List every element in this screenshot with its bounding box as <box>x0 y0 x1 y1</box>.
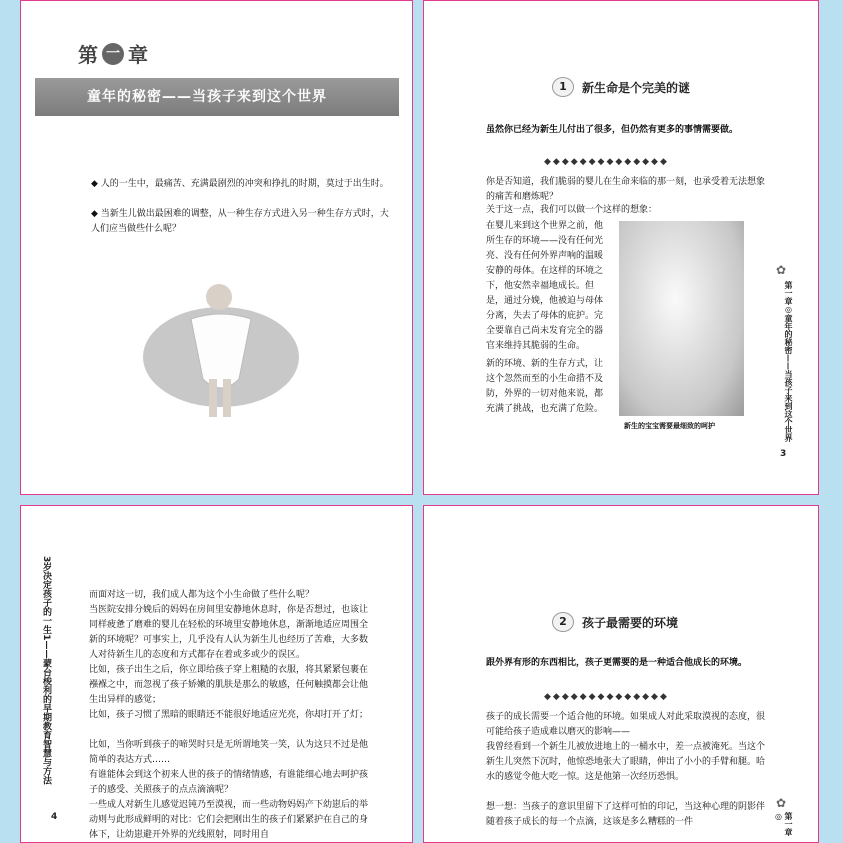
chapter-suffix: 章 <box>128 43 148 67</box>
section-number: 1 <box>552 77 574 97</box>
paragraph: 我曾经看到一个新生儿被放进地上的一桶水中，差一点被淹死。当这个新生儿突然下沉时，他惊恐地张大了眼睛，伸出了小小的手臂和腿。哈水的感觉令他大吃一惊。这是他第一次经历恐惧。 <box>486 742 766 782</box>
section-number: 2 <box>552 612 574 632</box>
page-number: 3 <box>780 449 787 459</box>
running-header: 第一章◎童年的秘密——当孩子来到这个世界 <box>784 281 793 442</box>
paragraph: 新的环境、新的生存方式，让这个忽然而至的小生命措不及防，外界的一切对他来说，都充满了挑战，也充满了危险。 <box>486 359 604 414</box>
bullet-1: ◆ 人的一生中，最痛苦、充满最剧烈的冲突和挣扎的时期，莫过于出生时。 <box>91 179 389 189</box>
paragraph: 比如，当你听到孩子的啼哭时只是无所谓地笑一笑，认为这只不过是他简单的表达方式…… <box>89 740 369 765</box>
paragraph: 孩子的成长需要一个适合他的环境。如果成人对此采取漠视的态度，很可能给孩子造成难以磨灭的影响—— <box>486 712 766 737</box>
paragraph: 而面对这一切，我们成人都为这个小生命做了些什么呢？ <box>89 590 315 600</box>
paragraph: 想一想：当孩子的意识里留下了这样可怕的印记，当这种心理的阴影伴随着孩子成长的每一个点滴，这该是多么糟糕的一件 <box>486 802 766 827</box>
paragraph: 关于这一点，我们可以做一个这样的想象： <box>486 205 658 215</box>
chapter-heading <box>78 39 148 68</box>
section-heading-1 <box>552 77 690 97</box>
chapter-title-banner: 童年的秘密——当孩子来到这个世界 <box>35 78 399 116</box>
chapter-prefix: 第 <box>78 43 98 67</box>
book-page-5 <box>423 505 819 843</box>
paragraph: 比如，孩子习惯了黑暗的眼睛还不能很好地适应光亮，你却打开了灯； <box>89 710 369 720</box>
baby-illustration <box>131 279 311 429</box>
divider-stars: ◆◆◆◆◆◆◆◆◆◆◆◆◆◆ <box>544 692 669 702</box>
flower-icon: ✿ <box>776 263 787 277</box>
bullet-2: ◆ 当新生儿做出最困难的调整，从一种生存方式进入另一种生存方式时，大人们应当做些什么呢？ <box>91 209 389 234</box>
section-title: 新生命是个完美的谜 <box>582 80 691 95</box>
section-intro: 跟外界有形的东西相比，孩子更需要的是一种适合他成长的环境。 <box>486 658 748 668</box>
chapter-number: 一 <box>102 43 124 65</box>
section-heading-2 <box>552 612 678 632</box>
page-number: 4 <box>51 812 58 822</box>
paragraph: 在婴儿来到这个世界之前，他所生存的环境——没有任何光亮、没有任何外界声响的温暖安静的母体。在这样的环境之下，他安然幸福地成长。但是，通过分娩，他被迫与母体分离，失去了母体的庇护。完全要靠自己尚未发育完全的器官来维持其脆弱的生命。 <box>486 221 604 351</box>
paragraph: 当医院安排分娩后的妈妈在房间里安静地休息时，你是否想过，也该让同样疲惫了磨难的婴儿在轻松的环境里安静地休息，渐渐地适应周围全新的环境呢？可事实上，几乎没有人认为新生儿也经历了苦难，大多数人对待新生儿的态度和方式都存在着或多或少的误区。 <box>89 605 369 660</box>
book-page-3 <box>423 0 819 495</box>
newborn-photo <box>619 221 744 416</box>
photo-caption: 新生的宝宝需要最细致的呵护 <box>624 422 715 430</box>
running-header: 第一章◎ <box>774 812 793 836</box>
book-page-1 <box>20 0 413 495</box>
divider-stars: ◆◆◆◆◆◆◆◆◆◆◆◆◆◆ <box>544 157 669 167</box>
paragraph: 比如，孩子出生之后，你立即给孩子穿上粗糙的衣服，将其紧紧包裹在襁褓之中，而忽视了孩子娇嫩的肌肤是那么的敏感，任何触摸都会让他生出异样的感觉； <box>89 665 369 705</box>
running-header: 3岁决定孩子的一生1——蒙台梭利的早期教育智慧与方法 <box>41 556 51 785</box>
paragraph: 有谁能体会到这个初来人世的孩子的情绪情感，有谁能细心地去呵护孩子的感受、关照孩子的点点滴滴呢？ <box>89 770 369 795</box>
section-intro: 虽然你已经为新生儿付出了很多，但仍然有更多的事情需要做。 <box>486 125 739 135</box>
book-page-4 <box>20 505 413 843</box>
flower-icon: ✿ <box>776 796 787 810</box>
section-title: 孩子最需要的环境 <box>582 615 679 630</box>
paragraph: 一些成人对新生儿感觉迟钝乃至漠视，而一些动物妈妈产下幼崽后的举动则与此形成鲜明的对比：它们会把刚出生的孩子们紧紧护在自己的身体下，让幼崽避开外界的光线照射，同时用自 <box>89 800 369 840</box>
paragraph: 你是否知道，我们脆弱的婴儿在生命来临的那一刻，也承受着无法想象的痛苦和磨炼呢？ <box>486 177 766 202</box>
